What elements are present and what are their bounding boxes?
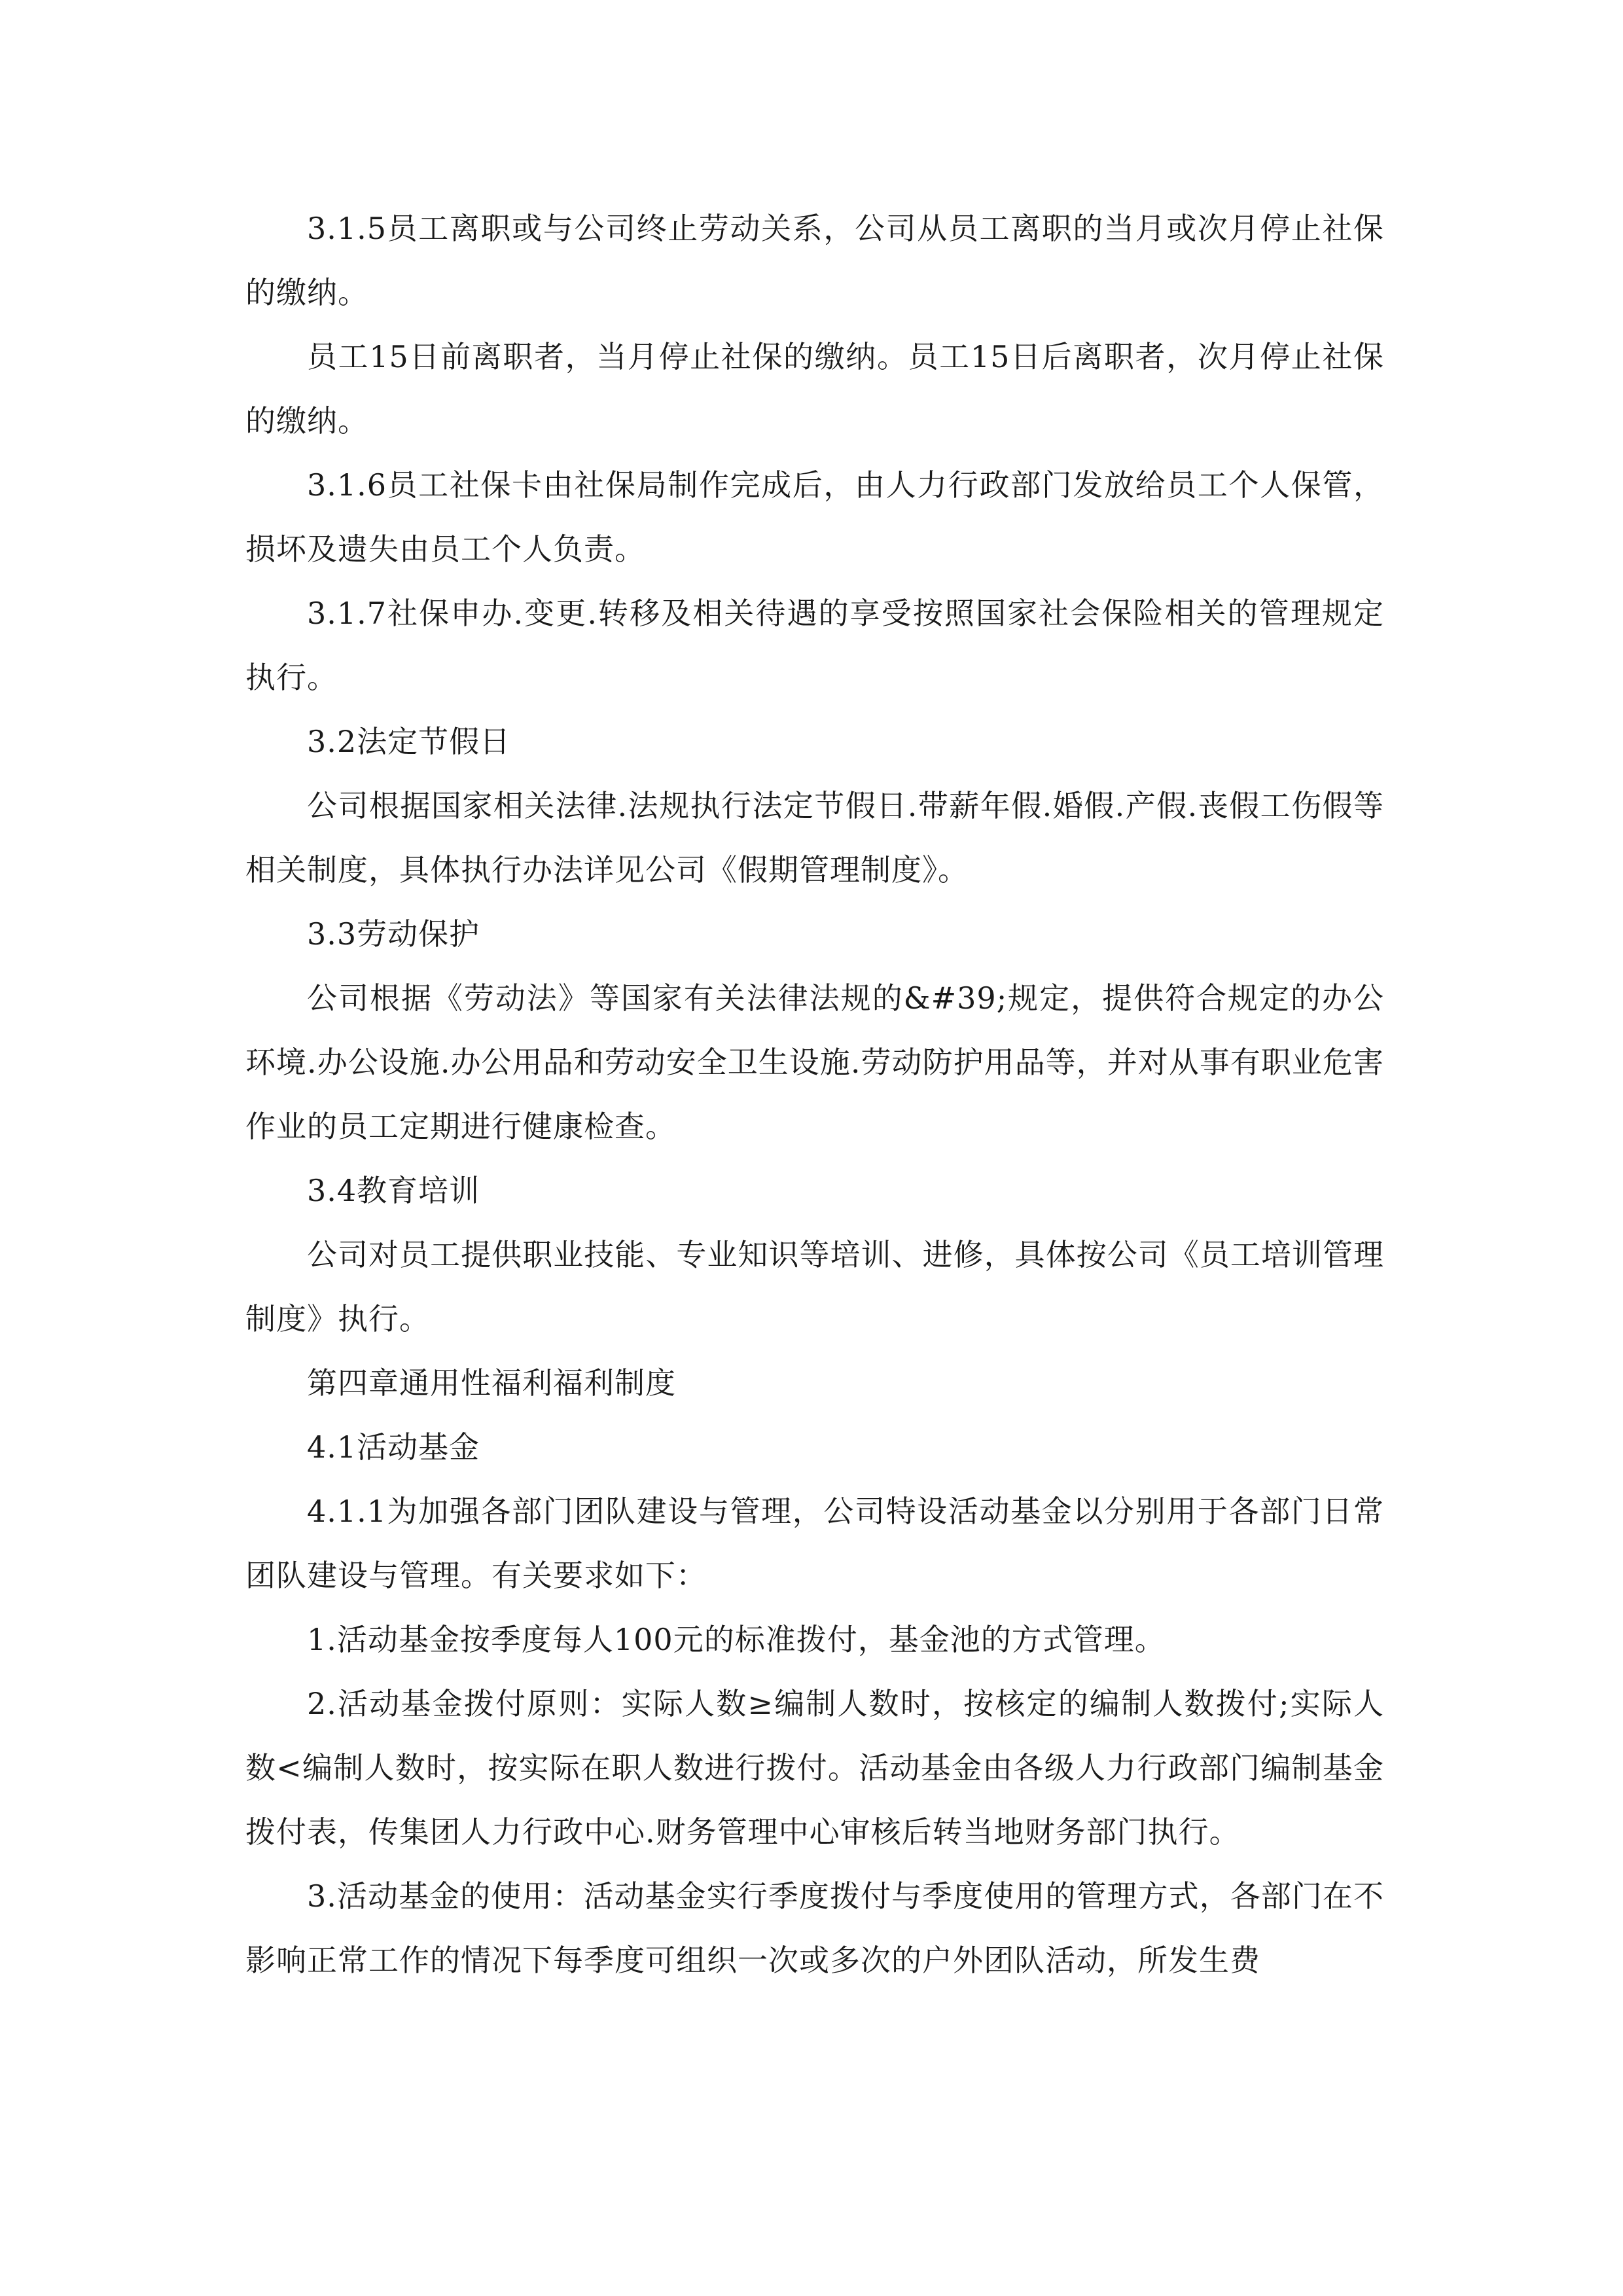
heading-3-3: 3.3劳动保护 (307, 916, 480, 952)
paragraph-3-1-6: 3.1.6员工社保卡由社保局制作完成后，由人力行政部门发放给员工个人保管，损坏及遗失由员工个人负责。 (245, 467, 1384, 567)
chapter-4-title: 第四章通用性福利福利制度 (307, 1365, 676, 1401)
paragraph-training: 公司对员工提供职业技能、专业知识等培训、进修，具体按公司《员工培训管理制度》执行。 (245, 1237, 1384, 1336)
document-body (245, 196, 1384, 1992)
list-item-2: 2.活动基金拨付原则：实际人数≥编制人数时，按核定的编制人数拨付;实际人数<编制人数时，按实际在职人数进行拨付。活动基金由各级人力行政部门编制基金拨付表，传集团人力行政中心.财务管理中心审核后转当地财务部门执行。 (245, 1686, 1384, 1850)
heading-4-1: 4.1活动基金 (307, 1429, 480, 1465)
heading-3-4: 3.4教育培训 (307, 1173, 480, 1208)
paragraph-labor-protection: 公司根据《劳动法》等国家有关法律法规的&#39;规定，提供符合规定的办公环境.办公设施.办公用品和劳动安全卫生设施.劳动防护用品等，并对从事有职业危害作业的员工定期进行健康检查。 (245, 980, 1384, 1144)
heading-3-2: 3.2法定节假日 (307, 724, 511, 759)
paragraph-4-1-1: 4.1.1为加强各部门团队建设与管理，公司特设活动基金以分别用于各部门日常团队建设与管理。有关要求如下： (245, 1494, 1384, 1593)
paragraph-resignation-rule: 员工15日前离职者，当月停止社保的缴纳。员工15日后离职者，次月停止社保的缴纳。 (245, 339, 1384, 439)
paragraph-3-1-7: 3.1.7社保申办.变更.转移及相关待遇的享受按照国家社会保险相关的管理规定执行。 (245, 596, 1384, 695)
list-item-1: 1.活动基金按季度每人100元的标准拨付，基金池的方式管理。 (307, 1622, 1166, 1657)
paragraph-holidays: 公司根据国家相关法律.法规执行法定节假日.带薪年假.婚假.产假.丧假工伤假等相关制度，具体执行办法详见公司《假期管理制度》。 (245, 788, 1384, 888)
list-item-3: 3.活动基金的使用：活动基金实行季度拨付与季度使用的管理方式，各部门在不影响正常工作的情况下每季度可组织一次或多次的户外团队活动，所发生费 (245, 1878, 1384, 1978)
paragraph-3-1-5: 3.1.5员工离职或与公司终止劳动关系，公司从员工离职的当月或次月停止社保的缴纳。 (245, 211, 1384, 310)
